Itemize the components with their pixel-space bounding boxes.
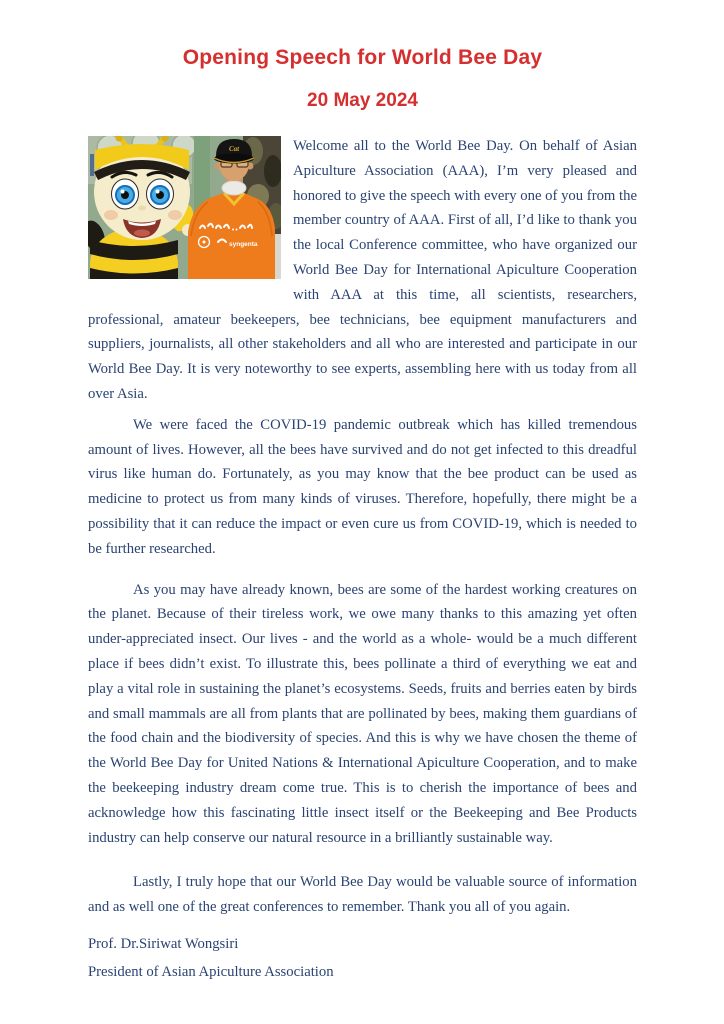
paragraph-2: We were faced the COVID-19 pandemic outbreak which has killed tremendous amount of lives. However, all the bees have survived and do not get infected to this dreadful virus like human do. Fortunately, as you may know that the bee product can be used as medicine to protect us from many kinds of viruses. Therefore, hopefully, there might be a possibility that it can reduce the impact or even cure us from COVID-19, which is needed to be further researched. xyxy=(88,416,637,557)
paragraph-4: Lastly, I truly hope that our World Bee Day would be valuable source of information and as well one of the great conferences to remember. Thank you all of you again. xyxy=(88,874,637,916)
photo-illustration xyxy=(88,136,281,279)
face-mask xyxy=(222,181,246,195)
document-date: 20 May 2024 xyxy=(307,90,418,111)
shirt-brand-text: syngenta xyxy=(229,241,258,248)
signature-role: President of Asian Apiculture Association xyxy=(88,963,334,980)
paragraph-1-text: Welcome all to the World Bee Day. On behalf of Asian Apiculture Association (AAA), I’m very pleased and honored to give the speech with every one of you from the member country of AAA. First of all, I’d like to thank you the local Conference committee, who have organized our World Bee Day for International Apiculture Cooperation with AAA at this time, all scientists, researchers, professional, amateur beekeepers, bee technicians, bee equipment manufacturers and suppliers, journalists, all other stakeholders and all who are interested and participate in our World Bee Day. It is very noteworthy to see experts, assembling here with us today from all over Asia. xyxy=(88,138,637,402)
photo-bee-mascot-and-speaker xyxy=(88,136,281,279)
speech-body xyxy=(88,134,637,986)
signature-name: Prof. Dr.Siriwat Wongsiri xyxy=(88,935,239,952)
paragraph-3: As you may have already known, bees are some of the hardest working creatures on the planet. Because of their tireless work, we owe many thanks to this amazing yet often under-appreciated insect. Our lives - and the world as a whole- would be a much different place if bees didn’t exist. To illustrate this, bees pollinate a third of everything we eat and play a vital role in sustaining the planet’s ecosystems. Seeds, fruits and berries eaten by birds and small mammals are all from plants that are pollinated by bees, making them guardians of the food chain and the biodiversity of species. And this is why we have chosen the theme of the World Bee Day for United Nations & International Apiculture Cooperation, and to make the beekeeping industry dream come true. This is to cherish the importance of bees and acknowledge how this fascinating little insect itself or the Beekeeping and Bee Products industry can help conserve our natural resource in a brilliantly sustainable way. xyxy=(88,581,637,846)
document-title: Opening Speech for World Bee Day xyxy=(182,46,543,69)
cap-brand-text: Cat xyxy=(228,145,240,153)
